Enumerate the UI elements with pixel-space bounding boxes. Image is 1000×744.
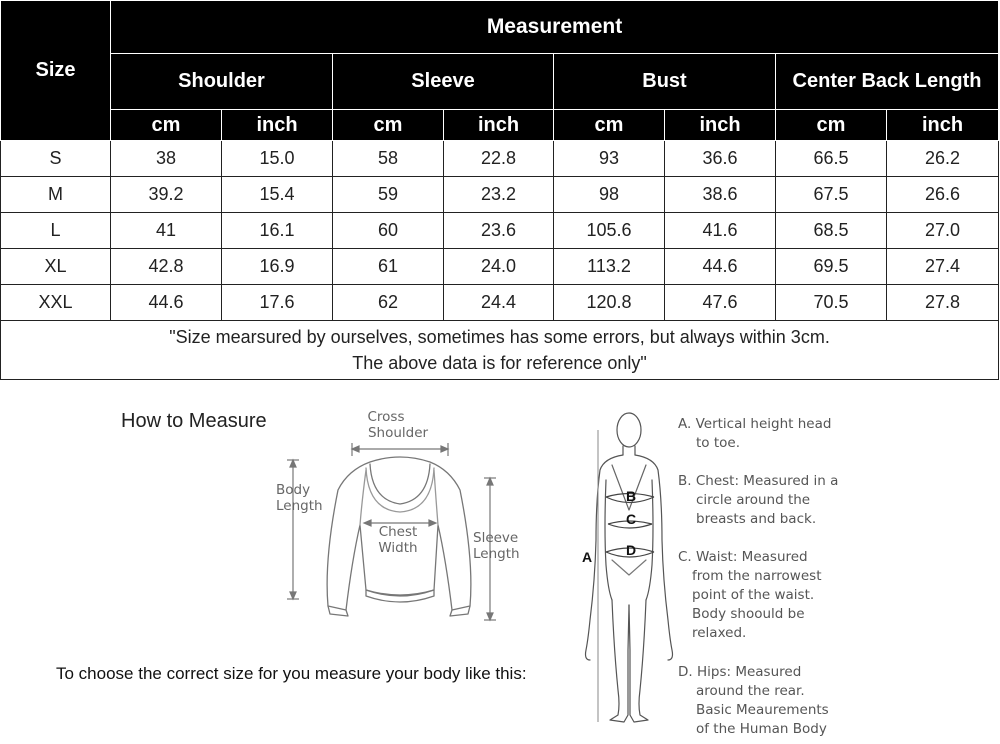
value-cell: 66.5 xyxy=(776,141,887,177)
note-line-1: "Size mearsured by ourselves, sometimes has some errors, but always within 3cm. xyxy=(169,327,830,347)
marker-b: B xyxy=(626,488,637,504)
unit-header-inch: inch xyxy=(665,110,776,141)
measurement-legend xyxy=(678,416,838,737)
marker-c: C xyxy=(626,511,637,527)
sleeve-length-label-line-1: Sleeve xyxy=(473,530,519,546)
value-cell: 16.9 xyxy=(222,249,333,285)
value-cell: 22.8 xyxy=(444,141,554,177)
size-cell: M xyxy=(1,177,111,213)
value-cell: 61 xyxy=(333,249,444,285)
unit-header-inch: inch xyxy=(887,110,999,141)
value-cell: 60 xyxy=(333,213,444,249)
value-cell: 15.4 xyxy=(222,177,333,213)
legend-c-line-5: relaxed. xyxy=(692,625,747,641)
legend-d-line-2: around the rear. xyxy=(696,683,805,699)
value-cell: 44.6 xyxy=(111,285,222,321)
size-header: Size xyxy=(1,1,111,141)
bust-header: Bust xyxy=(554,54,776,110)
chest-width-label-line-1: Chest xyxy=(378,524,418,540)
unit-header-cm: cm xyxy=(554,110,665,141)
value-cell: 23.6 xyxy=(444,213,554,249)
unit-header-cm: cm xyxy=(333,110,444,141)
value-cell: 58 xyxy=(333,141,444,177)
cross-label-line-2: Shoulder xyxy=(367,425,429,441)
value-cell: 24.0 xyxy=(444,249,554,285)
value-cell: 70.5 xyxy=(776,285,887,321)
note-line-2: The above data is for reference only" xyxy=(352,353,647,373)
legend-d-line-4: of the Human Body xyxy=(696,721,827,737)
value-cell: 27.4 xyxy=(887,249,999,285)
value-cell: 68.5 xyxy=(776,213,887,249)
value-cell: 42.8 xyxy=(111,249,222,285)
body-figure-icon xyxy=(586,413,673,722)
body-length-label-line-2: Length xyxy=(276,498,323,514)
value-cell: 36.6 xyxy=(665,141,776,177)
legend-c-line-1: C. Waist: Measured xyxy=(678,549,808,565)
how-to-measure-title: How to Measure xyxy=(121,410,267,432)
chest-width-label-line-2: Width xyxy=(378,540,418,556)
sleeve-header: Sleeve xyxy=(333,54,554,110)
value-cell: 93 xyxy=(554,141,665,177)
body-length-arrow xyxy=(287,460,299,599)
legend-c-line-4: Body shoould be xyxy=(692,606,805,622)
measurement-header: Measurement xyxy=(111,1,999,54)
value-cell: 44.6 xyxy=(665,249,776,285)
marker-a: A xyxy=(582,549,593,565)
value-cell: 113.2 xyxy=(554,249,665,285)
cross-shoulder-arrow xyxy=(352,443,448,456)
value-cell: 69.5 xyxy=(776,249,887,285)
shoulder-header: Shoulder xyxy=(111,54,333,110)
unit-header-inch: inch xyxy=(444,110,554,141)
value-cell: 67.5 xyxy=(776,177,887,213)
unit-header-cm: cm xyxy=(776,110,887,141)
value-cell: 27.0 xyxy=(887,213,999,249)
table-row xyxy=(1,141,999,177)
legend-b-line-1: B. Chest: Measured in a xyxy=(678,473,839,489)
size-cell: XXL xyxy=(1,285,111,321)
value-cell: 47.6 xyxy=(665,285,776,321)
value-cell: 62 xyxy=(333,285,444,321)
legend-c-line-2: from the narrowest xyxy=(692,568,822,584)
table-row xyxy=(1,177,999,213)
value-cell: 16.1 xyxy=(222,213,333,249)
value-cell: 26.2 xyxy=(887,141,999,177)
value-cell: 15.0 xyxy=(222,141,333,177)
table-row xyxy=(1,249,999,285)
table-note xyxy=(1,321,999,380)
unit-header-inch: inch xyxy=(222,110,333,141)
legend-d-line-3: Basic Meaurements xyxy=(696,702,829,718)
unit-header-cm: cm xyxy=(111,110,222,141)
value-cell: 17.6 xyxy=(222,285,333,321)
value-cell: 98 xyxy=(554,177,665,213)
value-cell: 59 xyxy=(333,177,444,213)
center-back-length-header: Center Back Length xyxy=(776,54,999,110)
cross-label-line-1: Cross xyxy=(367,409,405,425)
size-cell: S xyxy=(1,141,111,177)
choose-size-instruction: To choose the correct size for you measure your body like this: xyxy=(56,664,527,683)
legend-c-line-3: point of the waist. xyxy=(692,587,815,603)
legend-a-line-2: to toe. xyxy=(696,435,740,451)
body-length-label-line-1: Body xyxy=(276,482,311,498)
value-cell: 39.2 xyxy=(111,177,222,213)
value-cell: 41.6 xyxy=(665,213,776,249)
measurement-diagram xyxy=(0,380,1000,744)
value-cell: 38 xyxy=(111,141,222,177)
legend-d-line-1: D. Hips: Measured xyxy=(678,664,802,680)
value-cell: 24.4 xyxy=(444,285,554,321)
size-cell: XL xyxy=(1,249,111,285)
table-row xyxy=(1,213,999,249)
value-cell: 26.6 xyxy=(887,177,999,213)
value-cell: 120.8 xyxy=(554,285,665,321)
legend-b-line-2: circle around the xyxy=(696,492,811,508)
value-cell: 38.6 xyxy=(665,177,776,213)
value-cell: 41 xyxy=(111,213,222,249)
value-cell: 23.2 xyxy=(444,177,554,213)
marker-d: D xyxy=(626,542,637,558)
table-row xyxy=(1,285,999,321)
legend-a-line-1: A. Vertical height head xyxy=(678,416,832,432)
size-cell: L xyxy=(1,213,111,249)
value-cell: 27.8 xyxy=(887,285,999,321)
legend-b-line-3: breasts and back. xyxy=(696,511,817,527)
value-cell: 105.6 xyxy=(554,213,665,249)
sleeve-length-label-line-2: Length xyxy=(473,546,520,562)
